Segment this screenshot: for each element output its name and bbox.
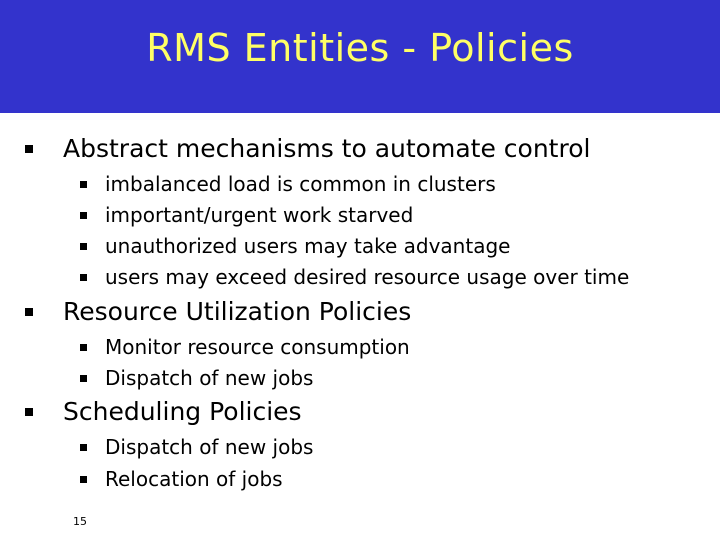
square-bullet-icon [80,375,87,382]
slide-title: RMS Entities - Policies [146,26,574,70]
page-number: 15 [73,515,87,528]
sub-bullet-text: Relocation of jobs [105,467,283,491]
sub-bullet-text: unauthorized users may take advantage [105,234,511,258]
sub-bullet-text: Dispatch of new jobs [105,366,314,390]
sub-bullet [80,203,413,227]
bullet-scheduling-policies [25,397,302,426]
bullet-heading: Resource Utilization Policies [63,297,412,326]
bullet-abstract-mechanisms [25,134,590,163]
square-bullet-icon [25,308,33,316]
sub-bullet [80,172,496,196]
sub-bullet-text: imbalanced load is common in clusters [105,172,496,196]
square-bullet-icon [80,444,87,451]
bullet-resource-utilization [25,297,411,326]
bullet-heading: Abstract mechanisms to automate control [63,134,591,163]
sub-bullet [80,435,313,459]
square-bullet-icon [80,344,87,351]
square-bullet-icon [80,212,87,219]
sub-bullet [80,234,510,258]
sub-bullet [80,366,313,390]
sub-bullet-text: important/urgent work starved [105,203,414,227]
sub-bullet-text: Monitor resource consumption [105,335,410,359]
bullet-heading: Scheduling Policies [63,397,302,426]
sub-bullet-text: Dispatch of new jobs [105,435,314,459]
sub-bullet [80,335,410,359]
square-bullet-icon [80,476,87,483]
square-bullet-icon [80,243,87,250]
square-bullet-icon [80,274,87,281]
square-bullet-icon [25,145,33,153]
square-bullet-icon [25,408,33,416]
square-bullet-icon [80,181,87,188]
sub-bullet [80,265,629,289]
sub-bullet [80,467,283,491]
sub-bullet-text: users may exceed desired resource usage over time [105,265,630,289]
